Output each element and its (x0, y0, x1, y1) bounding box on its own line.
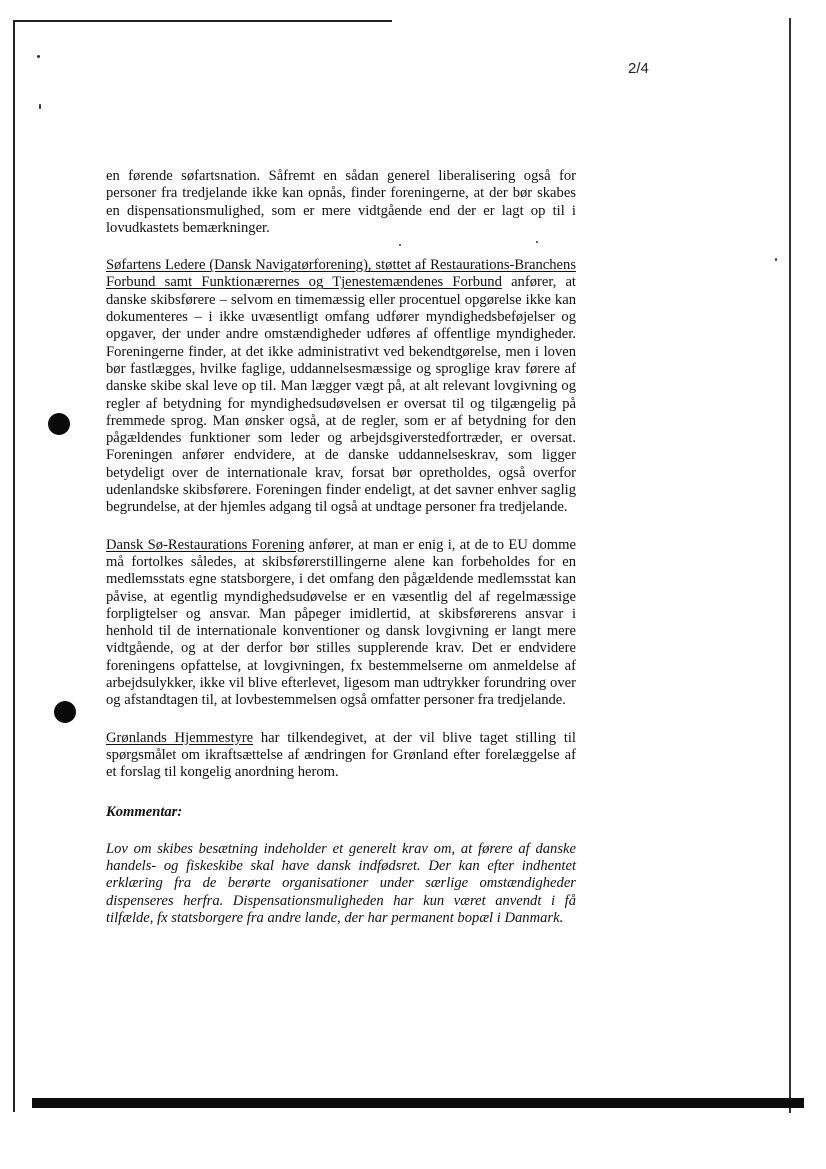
comment-body: Lov om skibes besætning indeholder et generelt krav om, at førere af danske handels- og fiskeskibe skal have dansk indfødsret. Der kan efter indhentet erklæring fra de berørte organisationer under særlige omstændigheder dispenseres herfra. Dispensationsmuligheden har kun været anvendt i få tilfælde, fx statsborgere fra andre lande, der har permanent bopæl i Danmark. (106, 840, 576, 926)
scan-speck (37, 55, 40, 58)
paragraph-text: en førende søfartsnation. Såfremt en sådan generel liberalisering også for personer fra tredjelande ikke kan opnås, finder foreningerne, at der bør skabes en dispensationsmulighed, som er mere vidtgående end der er lagt op til i lovudkastets bemærkninger. (106, 168, 576, 236)
paragraph-groenlands-hjemmestyre (106, 730, 576, 782)
comment-heading: Kommentar: (106, 803, 183, 820)
scan-edge-right (789, 18, 791, 1113)
paragraph-continuation (106, 168, 576, 237)
paragraph-soefartens-ledere (106, 257, 576, 516)
scan-edge-top (14, 20, 392, 22)
scan-edge-bottom (32, 1098, 804, 1108)
organization-name: Grønlands Hjemmestyre (106, 729, 254, 746)
scan-edge-left (13, 20, 15, 1112)
organization-name: Dansk Sø-Restaurations Forening (106, 536, 305, 553)
scan-speck (39, 104, 41, 109)
document-body (106, 168, 576, 947)
organization-name: Søfartens Ledere (Dansk Navigatørforening), støttet af Restaurations-Branchens Forbund samt Funktionærernes og Tjenestemændenes Forbund (106, 257, 576, 291)
paragraph-text: anfører, at man er enig i, at de to EU domme må fortolkes således, at skibsførerstillingerne alene kan forbeholdes for en medlemsstats egne statsborgere, i det omfang den pågældende medlemsstat kan påvise, at egentlig myndighedsudøvelse er en væsentlig del af regelmæssige forpligtelser og ansvar. Man påpeger imidlertid, at skibsførerens ansvar i henhold til de internationale konventioner og dansk lovgivning er langt mere vidtgående, og at der derfor bør stilles supplerende krav. Det er endvidere foreningens opfattelse, at lovgivningen, fx bestemmelserne om anmeldelse af arbejdsulykker, ikke vil blive efterlevet, ligesom man udtrykker forundring over og afstandtagen til, at lovbestemmelsen også omfatter personer fra tredjelande. (106, 536, 576, 709)
paragraph-text: anfører, at danske skibsførere – selvom en timemæssig eller procentuel opgørelse ikke kan dokumenteres – i ikke uvæsentligt omfang udfører myndighedsbeføjelser og opgaver, der under andre omstændigheder udføres af offentlige myndigheder. Foreningerne finder, at det ikke administrativt ved bekendtgørelse, men i loven bør fastlægges, hvilke faglige, uddannelsesmæssige og sproglige krav førere af danske skibe skal leve op til. Man lægger vægt på, at alt relevant lovgivning og regler af betydning for myndighedsudøvelsen er oversat til og tilgængelig på fremmede sprog. Man ønsker også, at de regler, som er af betydning for den pågældendes funktioner som leder og arbejdsgiverstedfortræder, er oversat. Foreningen anfører endvidere, at de danske uddannelseskrav, som ligger betydeligt over de internationale krav, forsat bør opretholdes, også overfor udenlandske skibsførere. Foreningen finder endeligt, at det savner enhver saglig begrundelse, at der hjemles adgang til også at undtage personer fra tredjelande. (106, 274, 576, 516)
scan-speck (775, 258, 777, 261)
paragraph-text: har tilkendegivet, at der vil blive taget stilling til spørgsmålet om ikraftsættelse af ændringen for Grønland efter forelæggelse af et forslag til kongelig anordning herom. (106, 729, 576, 781)
punch-hole-icon (54, 701, 76, 723)
paragraph-dansk-soe-restaurations (106, 537, 576, 710)
page-number: 2/4 (628, 60, 649, 77)
punch-hole-icon (48, 413, 70, 435)
